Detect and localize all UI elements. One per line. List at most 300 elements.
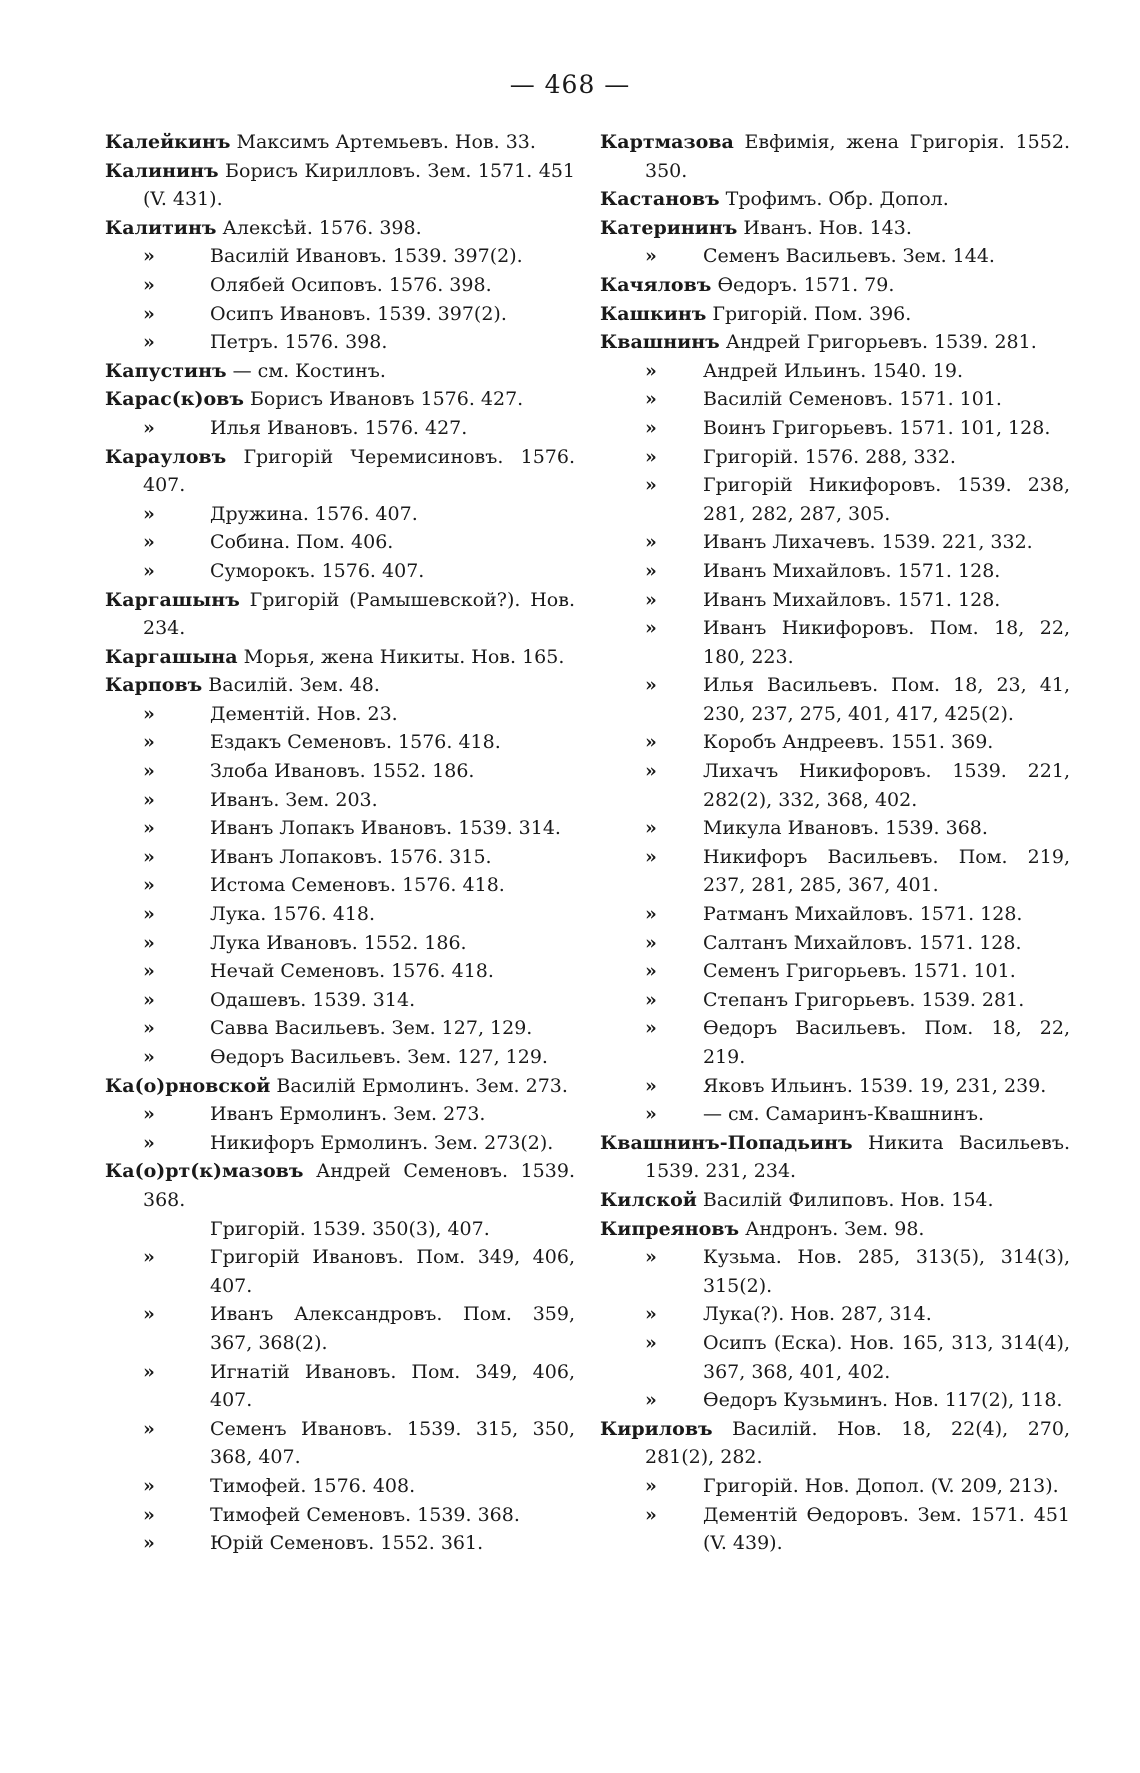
entry-text: Илья Васильевъ. Пом. 18, 23, 41, 230, 237, 275, 401, 417, 425(2). xyxy=(703,674,1070,725)
ditto-mark: » xyxy=(645,1389,657,1412)
entry-line xyxy=(600,185,1070,214)
entry-line xyxy=(600,1300,1070,1329)
entry-headword: Картмазова xyxy=(600,131,734,153)
entry-line xyxy=(600,414,1070,443)
ditto-mark: » xyxy=(645,1074,657,1097)
index-entry xyxy=(105,643,575,672)
ditto-mark: » xyxy=(645,588,657,611)
entry-line xyxy=(600,614,1070,671)
entry-text: Василій. Нов. 18, 22(4), 270, 281(2), 282. xyxy=(645,1417,1070,1469)
index-entry xyxy=(600,1243,1070,1300)
index-entry xyxy=(105,1243,575,1300)
ditto-mark: » xyxy=(143,245,155,268)
ditto-mark: » xyxy=(645,1103,657,1126)
ditto-mark: » xyxy=(143,1417,155,1440)
entry-headword: Кириловъ xyxy=(600,1417,713,1440)
index-entry xyxy=(600,1215,1070,1244)
entry-line xyxy=(600,443,1070,472)
entry-headword: Кашкинъ xyxy=(600,302,707,325)
entry-text: Андрей Григорьевъ. 1539. 281. xyxy=(725,331,1037,354)
ditto-mark: » xyxy=(645,531,657,554)
entry-line xyxy=(105,1501,575,1530)
entry-text: Григорій Никифоровъ. 1539. 238, 281, 282, 287, 305. xyxy=(703,474,1070,525)
entry-text: Иванъ Михайловъ. 1571. 128. xyxy=(703,559,1001,582)
entry-text: Лука(?). Нов. 287, 314. xyxy=(703,1303,932,1326)
entry-headword: Карас(к)овъ xyxy=(105,388,244,411)
ditto-mark: » xyxy=(645,903,657,926)
ditto-mark: » xyxy=(645,617,657,640)
entry-line xyxy=(600,843,1070,900)
entry-line xyxy=(105,500,575,529)
ditto-mark: » xyxy=(143,788,155,811)
index-entry xyxy=(105,414,575,443)
entry-text: Салтанъ Михайловъ. 1571. 128. xyxy=(703,931,1022,954)
entry-text: Тимофей Семеновъ. 1539. 368. xyxy=(210,1503,520,1526)
index-entry xyxy=(600,929,1070,958)
ditto-mark: » xyxy=(645,1017,657,1040)
entry-text: Суморокъ. 1576. 407. xyxy=(210,559,425,582)
entry-line xyxy=(600,814,1070,843)
entry-line xyxy=(105,1014,575,1043)
entry-text: Иванъ Лопакъ Ивановъ. 1539. 314. xyxy=(210,817,561,840)
index-entry xyxy=(105,1472,575,1501)
ditto-mark: » xyxy=(645,1246,657,1269)
index-entry xyxy=(105,1300,575,1357)
ditto-mark: » xyxy=(143,559,155,582)
entry-line xyxy=(600,1215,1070,1244)
entry-text: Никифоръ Ермолинъ. Зем. 273(2). xyxy=(210,1131,554,1154)
entry-line xyxy=(600,1072,1070,1101)
entry-line xyxy=(600,1186,1070,1215)
ditto-mark: » xyxy=(645,245,657,268)
entry-line xyxy=(600,1014,1070,1071)
entry-text: Ездакъ Семеновъ. 1576. 418. xyxy=(210,731,501,754)
index-entry xyxy=(600,1501,1070,1558)
index-entry xyxy=(105,128,575,157)
entry-line xyxy=(600,385,1070,414)
entry-text: Иванъ Михайловъ. 1571. 128. xyxy=(703,588,1001,611)
index-entry xyxy=(105,385,575,414)
entry-text: Морья, жена Никиты. Нов. 165. xyxy=(243,645,565,668)
entry-text: Злоба Ивановъ. 1552. 186. xyxy=(210,760,475,783)
index-entry xyxy=(105,1129,575,1158)
index-entry xyxy=(600,1186,1070,1215)
ditto-mark: » xyxy=(143,1046,155,1068)
entry-headword: Карповъ xyxy=(105,674,203,697)
index-entry xyxy=(105,700,575,729)
entry-text: Василій Филиповъ. Нов. 154. xyxy=(702,1188,994,1211)
left-column xyxy=(105,128,575,1558)
index-entry xyxy=(105,586,575,643)
index-entry xyxy=(600,986,1070,1015)
ditto-mark: » xyxy=(645,931,657,954)
index-entry xyxy=(105,1100,575,1129)
entry-text: Никифоръ Васильевъ. Пом. 219, 237, 281, 285, 367, 401. xyxy=(703,845,1070,897)
index-entry xyxy=(105,986,575,1015)
entry-text: Григорій Черемисиновъ. 1576. 407. xyxy=(143,445,575,497)
entry-line xyxy=(105,157,575,214)
index-entry xyxy=(600,843,1070,900)
index-entry xyxy=(105,328,575,357)
entry-text: Борисъ Ивановъ 1576. 427. xyxy=(249,388,524,411)
entry-text: Иванъ Лихачевъ. 1539. 221, 332. xyxy=(703,531,1033,554)
index-entry xyxy=(600,1329,1070,1386)
entry-line xyxy=(600,1329,1070,1386)
entry-headword: Ка(о)рновской xyxy=(105,1074,271,1097)
entry-text: Нечай Семеновъ. 1576. 418. xyxy=(210,960,494,983)
entry-line xyxy=(105,871,575,900)
ditto-mark: » xyxy=(143,988,155,1011)
index-entry xyxy=(105,528,575,557)
entry-text: — см. Самаринъ-Квашнинъ. xyxy=(703,1103,985,1126)
index-entry xyxy=(105,1501,575,1530)
index-entry xyxy=(600,1014,1070,1071)
entry-headword: Калитинъ xyxy=(105,216,217,239)
entry-line xyxy=(600,1243,1070,1300)
index-entry xyxy=(600,728,1070,757)
entry-line xyxy=(105,443,575,500)
entry-line xyxy=(105,957,575,986)
ditto-mark: » xyxy=(143,1246,155,1269)
entry-text: Юрій Семеновъ. 1552. 361. xyxy=(210,1532,484,1555)
index-entry xyxy=(600,271,1070,300)
index-entry xyxy=(600,357,1070,386)
right-column xyxy=(600,128,1070,1558)
ditto-mark: » xyxy=(143,531,155,554)
entry-text: Лука Ивановъ. 1552. 186. xyxy=(210,931,467,954)
entry-text: Андрей Ильинъ. 1540. 19. xyxy=(703,359,963,382)
ditto-mark: » xyxy=(645,845,657,868)
entry-line xyxy=(105,300,575,329)
entry-text: — см. Костинъ. xyxy=(232,359,386,382)
index-entry xyxy=(600,242,1070,271)
index-entry xyxy=(105,1072,575,1101)
entry-line xyxy=(105,242,575,271)
entry-line xyxy=(600,242,1070,271)
entry-line xyxy=(105,271,575,300)
entry-line xyxy=(105,328,575,357)
ditto-mark: » xyxy=(645,960,657,983)
index-entry xyxy=(105,157,575,214)
index-entry xyxy=(105,300,575,329)
index-entry xyxy=(105,357,575,386)
ditto-mark: » xyxy=(143,273,155,296)
entry-line xyxy=(105,643,575,672)
entry-text: Григорій Ивановъ. Пом. 349, 406, 407. xyxy=(210,1246,575,1297)
index-entry xyxy=(600,671,1070,728)
ditto-mark: » xyxy=(143,1103,155,1126)
entry-text: Семенъ Григорьевъ. 1571. 101. xyxy=(703,960,1016,983)
entry-text: Григорій. 1539. 350(3), 407. xyxy=(210,1217,490,1240)
index-entry xyxy=(105,500,575,529)
entry-line xyxy=(105,1129,575,1158)
entry-line xyxy=(600,1100,1070,1129)
ditto-mark: » xyxy=(143,331,155,354)
entry-line xyxy=(105,671,575,700)
entry-headword: Карауловъ xyxy=(105,445,227,468)
entry-line xyxy=(105,1300,575,1357)
page-number: — 468 — xyxy=(509,70,631,99)
index-entry xyxy=(105,757,575,786)
entry-text: Собина. Пом. 406. xyxy=(210,531,394,554)
entry-text: Дементій. Нов. 23. xyxy=(210,702,398,725)
entry-headword: Квашнинъ-Попадьинъ xyxy=(600,1131,853,1154)
ditto-mark: » xyxy=(143,1360,155,1383)
index-entry xyxy=(105,1215,575,1244)
entry-line xyxy=(600,1415,1070,1472)
entry-line xyxy=(105,1358,575,1415)
entry-text: Лука. 1576. 418. xyxy=(210,903,376,926)
entry-text: Одашевъ. 1539. 314. xyxy=(210,988,416,1011)
index-entry xyxy=(105,1014,575,1043)
index-entry xyxy=(600,128,1070,185)
index-entry xyxy=(600,385,1070,414)
entry-line xyxy=(105,1043,575,1072)
entry-text: Игнатій Ивановъ. Пом. 349, 406, 407. xyxy=(210,1360,575,1412)
index-entry xyxy=(105,1043,575,1072)
entry-text: Иванъ Ермолинъ. Зем. 273. xyxy=(210,1103,486,1126)
ditto-mark: » xyxy=(143,302,155,325)
index-entry xyxy=(600,1129,1070,1186)
entry-line xyxy=(105,728,575,757)
entry-headword: Катерининъ xyxy=(600,216,738,239)
entry-line xyxy=(105,1157,575,1214)
index-entry xyxy=(600,957,1070,986)
entry-text: Василій Ивановъ. 1539. 397(2). xyxy=(210,245,523,268)
entry-headword: Капустинъ xyxy=(105,359,227,382)
entry-line xyxy=(105,757,575,786)
ditto-mark: » xyxy=(645,731,657,754)
ditto-mark: » xyxy=(645,988,657,1011)
entry-line xyxy=(600,1386,1070,1415)
ditto-mark: » xyxy=(645,1331,657,1354)
entry-text: Алексѣй. 1576. 398. xyxy=(222,216,422,239)
index-entry xyxy=(105,929,575,958)
entry-line xyxy=(600,957,1070,986)
entry-line xyxy=(600,557,1070,586)
entry-text: Дружина. 1576. 407. xyxy=(210,502,418,525)
entry-text: Истома Семеновъ. 1576. 418. xyxy=(210,874,505,897)
entry-headword: Каргашынъ xyxy=(105,588,240,611)
entry-line xyxy=(105,843,575,872)
entry-line xyxy=(600,586,1070,615)
entry-text: Иванъ Никифоровъ. Пом. 18, 22, 180, 223. xyxy=(703,617,1070,668)
entry-line xyxy=(600,728,1070,757)
entry-line xyxy=(105,900,575,929)
entry-text: Никита Васильевъ. 1539. 231, 234. xyxy=(645,1131,1070,1183)
entry-headword: Кипреяновъ xyxy=(600,1217,740,1240)
ditto-mark: » xyxy=(143,702,155,725)
entry-line xyxy=(105,528,575,557)
entry-text: Максимъ Артемьевъ. Нов. 33. xyxy=(236,131,536,153)
entry-text: Олябей Осиповъ. 1576. 398. xyxy=(210,273,492,296)
entry-text: Тимофей. 1576. 408. xyxy=(210,1474,416,1497)
entry-text: Илья Ивановъ. 1576. 427. xyxy=(210,416,468,439)
entry-text: Ратманъ Михайловъ. 1571. 128. xyxy=(703,903,1023,926)
entry-line xyxy=(600,1501,1070,1558)
entry-line xyxy=(600,271,1070,300)
index-entry xyxy=(600,900,1070,929)
index-entry xyxy=(600,814,1070,843)
entry-headword: Каргашына xyxy=(105,645,238,668)
entry-line xyxy=(105,557,575,586)
entry-headword: Калейкинъ xyxy=(105,131,231,153)
entry-text: Коробъ Андреевъ. 1551. 369. xyxy=(703,731,994,754)
ditto-mark: » xyxy=(143,731,155,754)
index-entry xyxy=(105,1157,575,1214)
index-entry xyxy=(600,586,1070,615)
index-entry xyxy=(600,1415,1070,1472)
ditto-mark: » xyxy=(143,874,155,897)
entry-text: Степанъ Григорьевъ. 1539. 281. xyxy=(703,988,1025,1011)
entry-line xyxy=(600,986,1070,1015)
entry-line xyxy=(600,900,1070,929)
entry-line xyxy=(105,700,575,729)
ditto-mark: » xyxy=(143,1017,155,1040)
entry-line xyxy=(600,1129,1070,1186)
index-entry xyxy=(600,300,1070,329)
ditto-mark: » xyxy=(645,1503,657,1526)
index-entry xyxy=(105,557,575,586)
entry-line xyxy=(105,786,575,815)
index-entry xyxy=(105,671,575,700)
index-entry xyxy=(600,328,1070,357)
ditto-mark: » xyxy=(143,1474,155,1497)
entry-text: Семенъ Васильевъ. Зем. 144. xyxy=(703,245,995,268)
entry-headword: Кастановъ xyxy=(600,188,720,211)
index-entry xyxy=(105,242,575,271)
entry-line xyxy=(105,929,575,958)
entry-line xyxy=(105,586,575,643)
entry-headword: Килской xyxy=(600,1188,697,1211)
ditto-mark: » xyxy=(645,416,657,439)
index-entry xyxy=(105,1415,575,1472)
entry-text: Андронъ. Зем. 98. xyxy=(745,1217,925,1240)
entry-line xyxy=(105,214,575,243)
index-entry xyxy=(600,1100,1070,1129)
ditto-mark: » xyxy=(645,388,657,411)
entry-line xyxy=(600,1472,1070,1501)
entry-line xyxy=(105,414,575,443)
entry-text: Өедоръ Васильевъ. Зем. 127, 129. xyxy=(210,1046,548,1068)
ditto-mark: » xyxy=(143,1532,155,1555)
entry-text: Иванъ Лопаковъ. 1576. 315. xyxy=(210,845,492,868)
index-entry xyxy=(105,1358,575,1415)
ditto-mark: » xyxy=(645,445,657,468)
index-entry xyxy=(105,786,575,815)
entry-text: Иванъ. Зем. 203. xyxy=(210,788,378,811)
index-entry xyxy=(105,814,575,843)
index-entry xyxy=(105,957,575,986)
entry-text: Трофимъ. Обр. Допол. xyxy=(725,188,949,211)
index-entry xyxy=(105,900,575,929)
ditto-mark: » xyxy=(143,416,155,439)
ditto-mark: » xyxy=(645,674,657,697)
ditto-mark: » xyxy=(645,1474,657,1497)
entry-text: Осипъ Ивановъ. 1539. 397(2). xyxy=(210,302,507,325)
entry-line xyxy=(105,814,575,843)
entry-text: Яковъ Ильинъ. 1539. 19, 231, 239. xyxy=(703,1074,1047,1097)
entry-line xyxy=(600,471,1070,528)
entry-text: Борисъ Кирилловъ. Зем. 1571. 451 (V. 431). xyxy=(143,159,575,211)
entry-line xyxy=(600,214,1070,243)
entry-line xyxy=(600,328,1070,357)
index-entry xyxy=(600,1072,1070,1101)
index-entry xyxy=(105,728,575,757)
entry-text: Өедоръ. 1571. 79. xyxy=(717,273,895,296)
ditto-mark: » xyxy=(143,502,155,525)
index-entry xyxy=(600,414,1070,443)
entry-text: Осипъ (Еска). Нов. 165, 313, 314(4), 367, 368, 401, 402. xyxy=(703,1331,1070,1383)
entry-text: Иванъ. Нов. 143. xyxy=(743,216,912,239)
entry-line xyxy=(105,357,575,386)
entry-text: Евфимія, жена Григорія. 1552. 350. xyxy=(645,131,1070,182)
ditto-mark: » xyxy=(143,1503,155,1526)
entry-line xyxy=(105,1529,575,1558)
entry-headword: Качяловъ xyxy=(600,273,712,296)
index-entry xyxy=(105,214,575,243)
index-entry xyxy=(600,1472,1070,1501)
index-entry xyxy=(105,271,575,300)
entry-line xyxy=(105,385,575,414)
entry-line xyxy=(600,300,1070,329)
entry-text: Өедоръ Кузьминъ. Нов. 117(2), 118. xyxy=(703,1389,1063,1412)
entry-text: Савва Васильевъ. Зем. 127, 129. xyxy=(210,1017,533,1040)
entry-text: Семенъ Ивановъ. 1539. 315, 350, 368, 407. xyxy=(210,1417,575,1469)
entry-line xyxy=(105,1072,575,1101)
entry-line xyxy=(105,128,575,157)
entry-line xyxy=(105,1472,575,1501)
entry-line xyxy=(600,929,1070,958)
ditto-mark: » xyxy=(645,474,657,497)
index-entry xyxy=(600,1386,1070,1415)
index-entry xyxy=(600,557,1070,586)
entry-text: Кузьма. Нов. 285, 313(5), 314(3), 315(2). xyxy=(703,1246,1070,1297)
entry-line xyxy=(105,1415,575,1472)
entry-line xyxy=(105,1100,575,1129)
entry-headword: Калининъ xyxy=(105,159,219,182)
ditto-mark: » xyxy=(645,760,657,783)
entry-headword: Ка(о)рт(к)мазовъ xyxy=(105,1160,304,1183)
ditto-mark: » xyxy=(143,1131,155,1154)
entry-line xyxy=(105,986,575,1015)
entry-text: Григорій (Рамышевской?). Нов. 234. xyxy=(143,588,575,640)
index-entry xyxy=(600,443,1070,472)
ditto-mark: » xyxy=(143,817,155,840)
entry-headword: Квашнинъ xyxy=(600,331,720,354)
index-entry xyxy=(600,614,1070,671)
entry-line xyxy=(600,128,1070,185)
entry-line xyxy=(105,1215,575,1244)
entry-text: Лихачъ Никифоровъ. 1539. 221, 282(2), 332, 368, 402. xyxy=(703,760,1070,811)
entry-text: Григорій. Нов. Допол. (V. 209, 213). xyxy=(703,1474,1059,1497)
index-entry xyxy=(105,843,575,872)
entry-text: Воинъ Григорьевъ. 1571. 101, 128. xyxy=(703,416,1051,439)
entry-text: Петръ. 1576. 398. xyxy=(210,331,388,354)
index-entry xyxy=(105,871,575,900)
entry-text: Василій Ермолинъ. Зем. 273. xyxy=(276,1074,568,1097)
entry-text: Василій. Зем. 48. xyxy=(208,674,380,697)
index-entry xyxy=(600,185,1070,214)
entry-text: Григорій. 1576. 288, 332. xyxy=(703,445,956,468)
entry-text: Василій Семеновъ. 1571. 101. xyxy=(703,388,1002,411)
entry-line xyxy=(600,757,1070,814)
ditto-mark: » xyxy=(645,359,657,382)
ditto-mark: » xyxy=(143,903,155,926)
entry-text: Иванъ Александровъ. Пом. 359, 367, 368(2). xyxy=(210,1303,575,1354)
entry-line xyxy=(600,357,1070,386)
entry-text: Өедоръ Васильевъ. Пом. 18, 22, 219. xyxy=(703,1017,1070,1068)
